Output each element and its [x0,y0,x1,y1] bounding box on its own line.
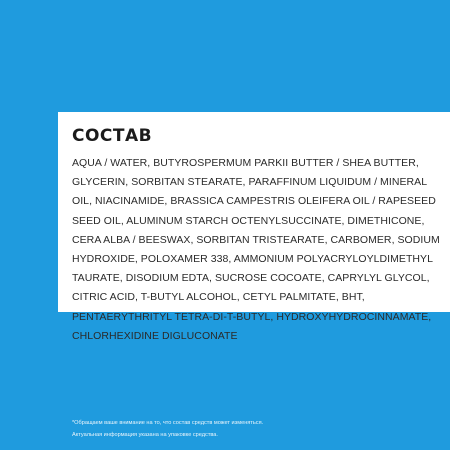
footnote [72,417,432,441]
composition-panel [58,112,450,342]
footnote-line-1: *Обращаем ваше внимание на то, что состав средств может изменяться. [72,420,264,426]
composition-title: СОСТАВ [72,126,153,146]
footnote-line-2: Актуальная информация указана на упаковке средства. [72,432,218,438]
ingredients-text: AQUA / WATER, BUTYROSPERMUM PARKII BUTTER / SHEA BUTTER, GLYCERIN, SORBITAN STEARATE, PARAFFINUM LIQUIDUM / MINERAL OIL, NIACINAMIDE, BRASSICA CAMPESTRIS OLEIFERA OIL / RAPESEED SEED OIL, ALUMINUM STARCH OCTENYLSUCCINATE, DIMETHICONE, CERA ALBA / BEESWAX, SORBITAN TRISTEARATE, CARBOMER, SODIUM HYDROXIDE, POLOXAMER 338, AMMONIUM POLYACRYLOYLDIMETHYL TAURATE, DISODIUM EDTA, SUCROSE COCOATE, CAPRYLYL GLYCOL, CITRIC ACID, T-BUTYL ALCOHOL, CETYL PALMITATE, BHT, PENTAERYTHRITYL TETRA-DI-T-BUTYL, HYDROXYHYDROCINNAMATE, CHLORHEXIDINE DIGLUCONATE [72,157,440,342]
